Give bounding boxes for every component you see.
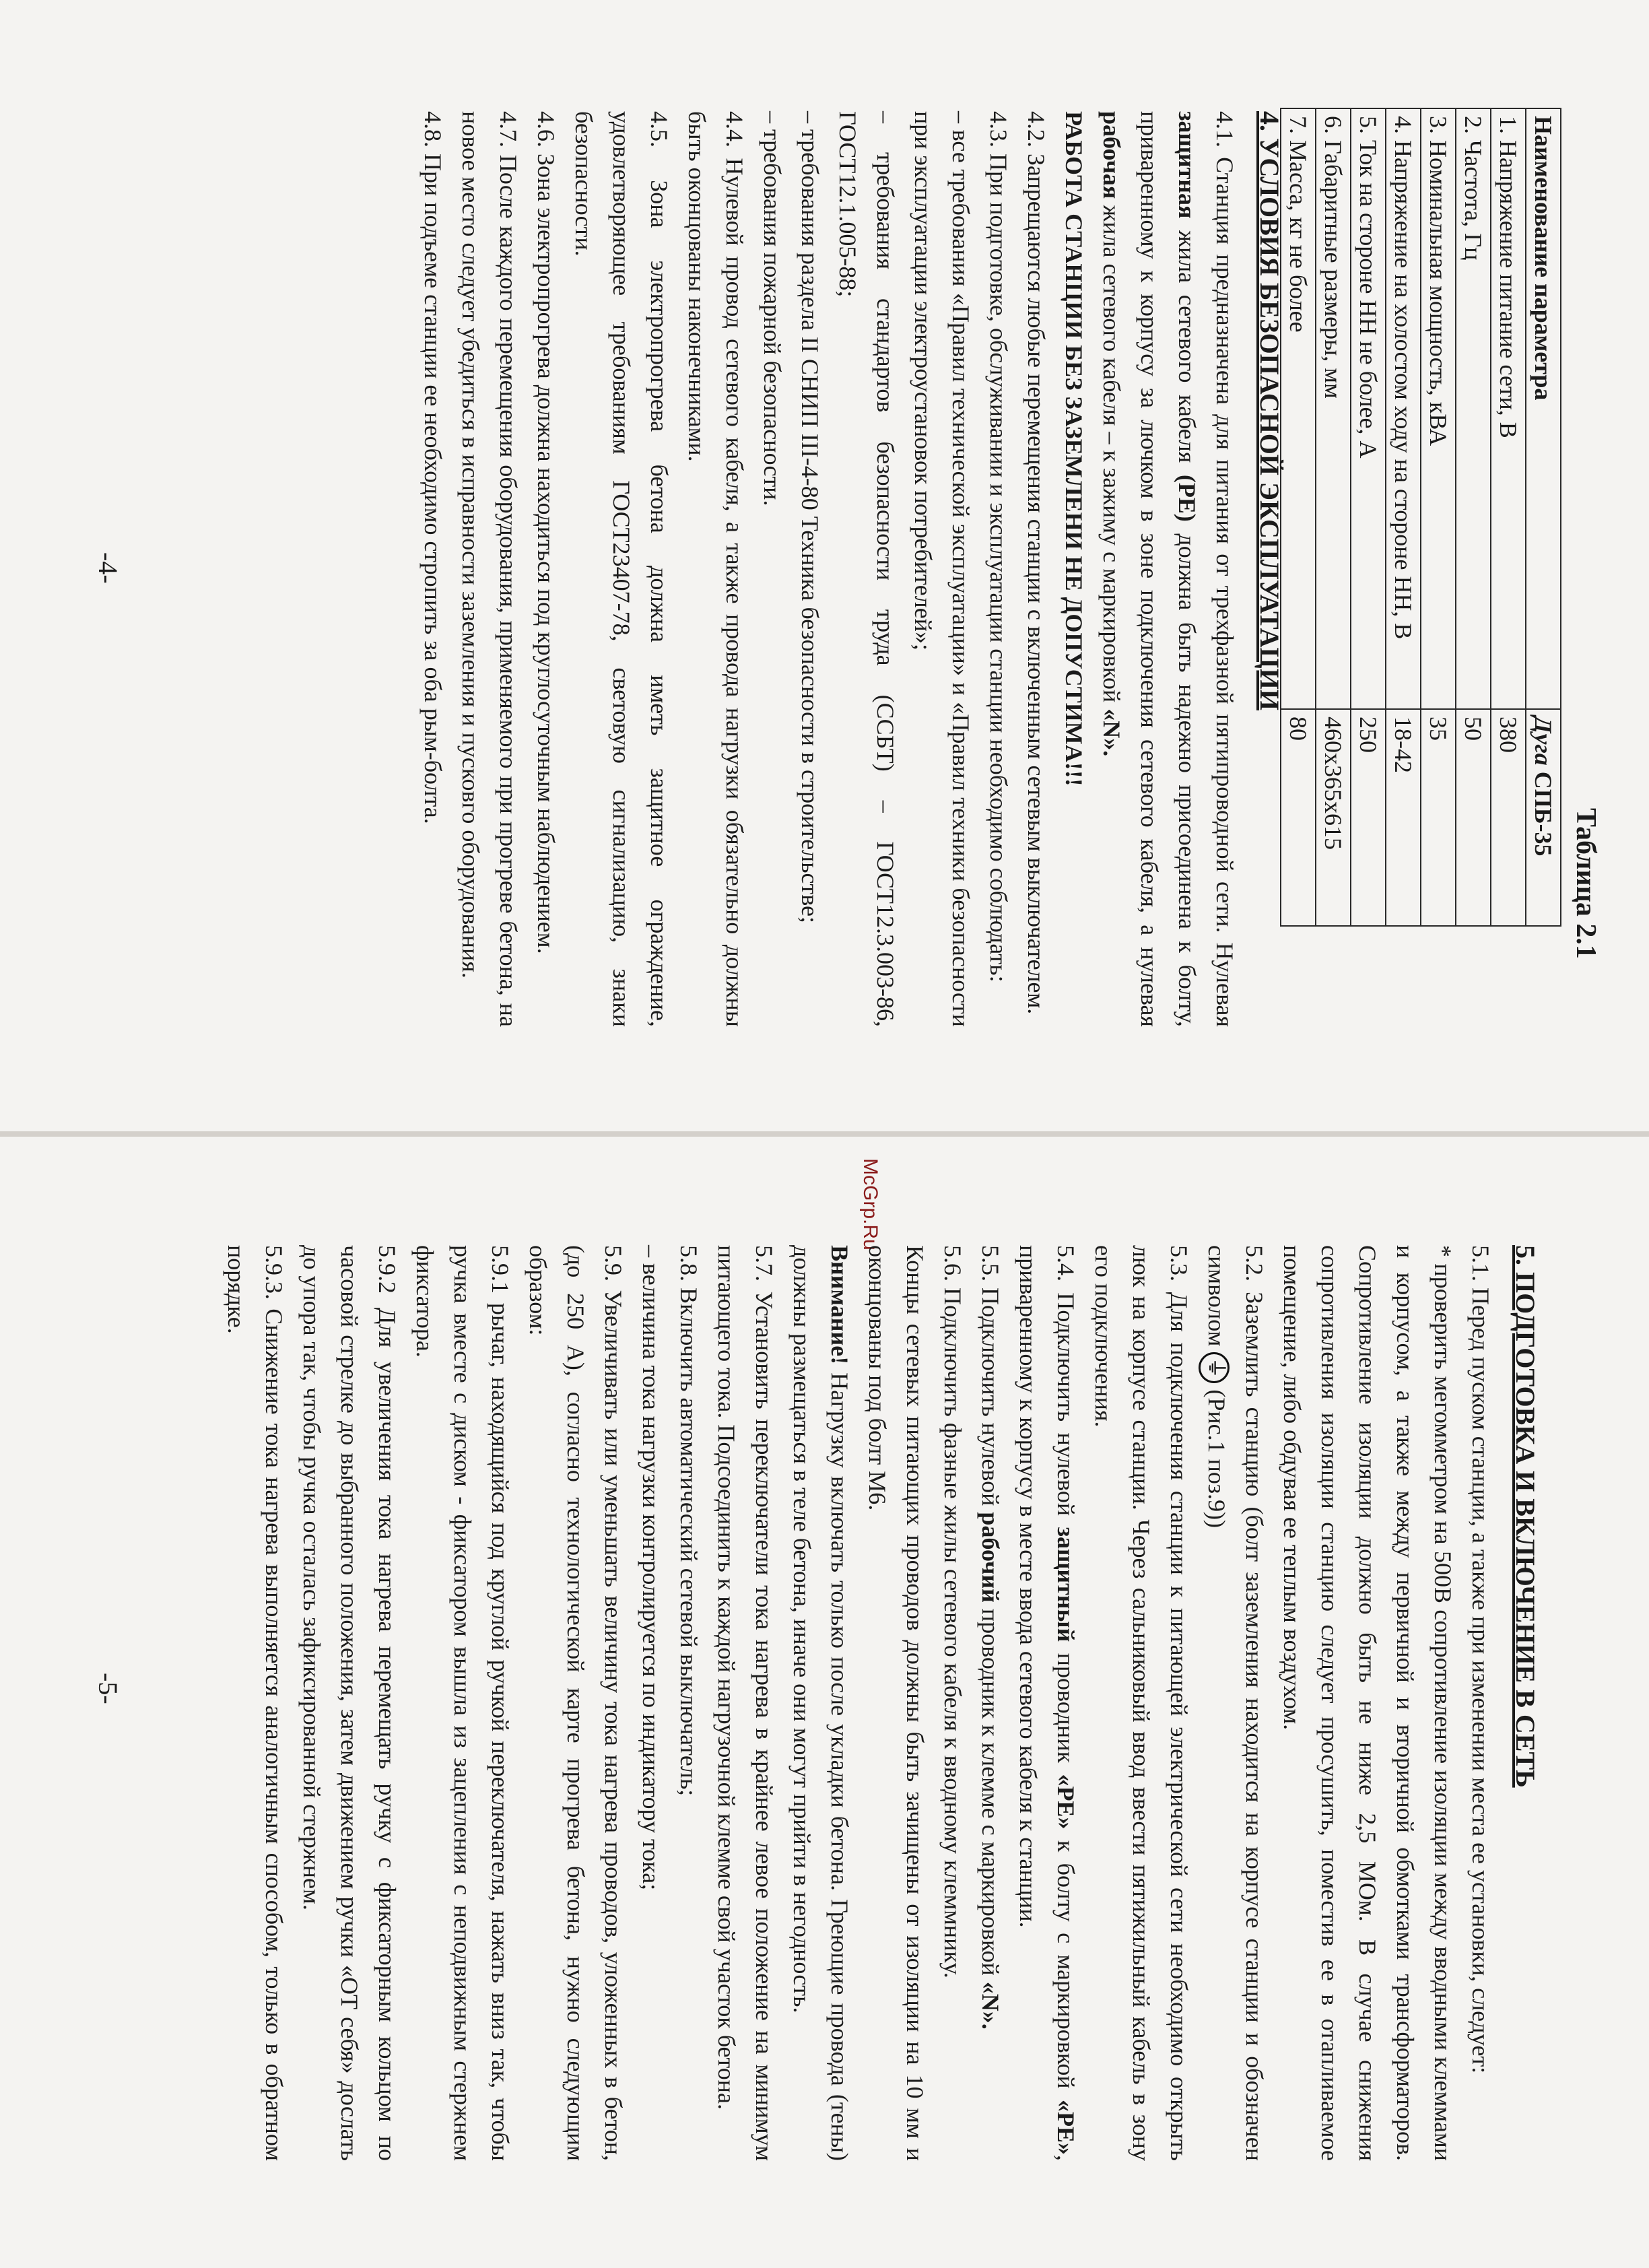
text: (Рис.1 поз.9)): [1203, 1389, 1230, 1529]
parameters-table: [1280, 108, 1561, 927]
table-row: [1316, 108, 1351, 926]
list-item: – требования стандартов безопасности труда (ССБТ) – ГОСТ12.3.003-86, ГОСТ12.1.005-88;: [834, 111, 899, 1027]
list-item: – все требования «Правил технической эксплуатации» и «Правил техники безопасности при эксплуатации электроустановок потребителей»;: [910, 111, 974, 1027]
table-row: [1351, 108, 1386, 926]
table-header-model: [1526, 709, 1561, 926]
paragraph-5-9-1: 5.9.1 рычаг, находящийся под круглой ручкой переключателя, нажать вниз так, чтобы ручка вместе с диском - фиксатором вышла из зацепления с неподвижным стержнем фиксатора.: [411, 1245, 514, 2161]
paragraph-5-1-check: * проверить мегомметром на 500В сопротивление изоляции между вводными клеммами и корпусом, а также между первичной и вторичной обмотками трансформаторов. Сопротивление изоляции должно быть не ниже 2,5 МОм. В случае снижения сопротивления изоляции станцию следует просушить, поместив ее в отапливаемое помещение, либо обдувая ее теплым воздухом.: [1279, 1245, 1456, 2161]
paragraph-5-9: 5.9. Увеличивать или уменьшать величину тока нагрева проводов, уложенных в бетон, (до 250 А), согласно технологической карте прогрева бетона, нужно следующим образом:: [525, 1245, 627, 2161]
paragraph-5-4: [1009, 1245, 1085, 2161]
param-value: 380: [1491, 709, 1526, 926]
text: проводник к клемме с маркировкой: [977, 1608, 1004, 1976]
table-row: [1491, 108, 1526, 926]
param-value: 250: [1351, 709, 1386, 926]
param-name: 5. Ток на стороне НН не более, А: [1351, 108, 1386, 709]
section-5-title: 5. ПОДГОТОВКА И ВКЛЮЧЕНИЕ В СЕТЬ: [1510, 1245, 1541, 1788]
param-name: 2. Частота, Гц: [1456, 108, 1491, 709]
page-number-left: -4-: [93, 552, 123, 584]
text-bold: (PE): [1174, 474, 1201, 522]
attention-note: [783, 1245, 859, 2161]
param-value: 460x365x615: [1316, 709, 1351, 926]
list-item: – требования раздела II СНИП III-4-80 Техника безопасности в строительстве;: [797, 111, 823, 923]
section-5-body: [217, 1245, 1548, 2161]
page-right: [0, 1134, 1649, 2268]
paragraph-4-8: 4.8. При подъеме станции ее необходимо стропить за оба рым-болта.: [419, 111, 446, 824]
paragraph-4-1: [1093, 111, 1244, 1027]
table-row: [1456, 108, 1491, 926]
text: , приваренному к корпусу в месте ввода сетевого кабеля к станции.: [1015, 1245, 1079, 2161]
text: 5.2. Заземлить станцию (болт заземления находится на корпусе станции и обозначен символом: [1203, 1245, 1268, 2161]
text: жила сетевого кабеля – к зажиму с маркировкой: [1098, 205, 1125, 703]
paragraph-4-3: 4.3. При подготовке, обслуживании и эксплуатации станции необходимо соблюдать:: [985, 111, 1012, 982]
param-name: 3. Номинальная мощность, кВА: [1421, 108, 1456, 709]
param-name: 1. Напряжение питание сети, В: [1491, 108, 1526, 709]
paragraph-5-9-3: 5.9.3. Снижение тока нагрева выполняется аналогичным способом, только в обратном порядке.: [223, 1245, 288, 2161]
paragraph-5-9-2: 5.9.2 Для увеличения тока нагрева перемещать ручку с фиксаторным кольцом по часовой стрелке до выбранного положения, затем движением ручки «ОТ себя» дослать до упора так, чтобы ручка осталась зафиксированной стержнем.: [298, 1245, 401, 2161]
text-bold: «N».: [977, 1981, 1004, 2030]
model-name: СПБ-35: [1530, 771, 1557, 857]
list-item: – требования пожарной безопасности.: [759, 111, 786, 506]
text-bold: «N».: [1098, 708, 1125, 757]
brand-logo: Дуга: [1530, 716, 1557, 766]
paragraph-5-6-cont: Концы сетевых питающих проводов должны быть зачищены от изоляции на 10 мм и оконцованы под болт М6.: [864, 1245, 929, 2161]
attention-label: Внимание!: [826, 1245, 853, 1365]
table-row: [1386, 108, 1421, 926]
text-bold: защитная: [1174, 111, 1201, 219]
text-bold: «PE»: [1052, 1774, 1079, 1830]
paragraph-4-7: 4.7. После каждого перемещения оборудования, применяемого при прогреве бетона, на новое место следует убедиться в исправности заземления и пусковго оборудования.: [457, 111, 522, 1027]
param-name: 6. Габаритные размеры, мм: [1316, 108, 1351, 709]
section-4-body: [414, 111, 1292, 1027]
text: проводник: [1052, 1653, 1079, 1764]
paragraph-5-7: 5.7. Установить переключатели тока нагрева в крайнее левое положение на минимум питающего тока. Подсоединить к каждой нагрузочной клемме свой участок бетона.: [713, 1245, 778, 2161]
paragraph-5-1: 5.1. Перед пуском станции, а также при изменении места ее установки, следует:: [1467, 1245, 1494, 2074]
text: к болту с маркировкой: [1052, 1840, 1079, 2089]
paragraph-5-5: [972, 1245, 1009, 2161]
paragraph-5-6: 5.6. Подключить фазные жилы сетевого кабеля к вводному клеммнику.: [939, 1245, 966, 1978]
text: жила сетевого кабеля: [1174, 230, 1201, 463]
table-header-parameter: Наименование параметра: [1526, 108, 1561, 709]
paragraph-4-5: 4.5. Зона электропрогрева бетона должна иметь защитное ограждение, удовлетворяющее требованиям ГОСТ23407-78, световую сигнализацию, знаки безопасности.: [570, 111, 673, 1027]
paragraph-5-3: 5.3. Для подключения станции к питающей электрической сети необходимо открыть люк на корпусе станции. Через сальниковый ввод ввести пятижильный кабель в зону его подключения.: [1090, 1245, 1192, 2161]
text-bold: рабочая: [1098, 111, 1125, 199]
text: Нагрузку включать только после укладки бетона. Греющие провода (тены) должны размещаться в теле бетона, иначе они могут прийти в негодность.: [788, 1245, 853, 2162]
section-4-title: 4. УСЛОВИЯ БЕЗОПАСНОЙ ЭКСПЛУАТАЦИИ: [1254, 111, 1285, 710]
table-caption: Таблица 2.1: [1570, 808, 1601, 959]
paragraph-5-2: [1198, 1245, 1273, 2161]
list-item: – величина тока нагрузки контролируется по индикатору тока;: [638, 1245, 665, 1891]
text-bold: «PE»: [1052, 2099, 1079, 2155]
param-value: 50: [1456, 709, 1491, 926]
text: должна быть надежно присоединена к болту, приваренному к корпусу за лючком в зоне подключения сетевого кабеля, а нулевая: [1136, 111, 1201, 1028]
text: 5.4. Подключить нулевой: [1052, 1245, 1079, 1516]
param-value: 35: [1421, 709, 1456, 926]
text-bold: защитный: [1052, 1527, 1079, 1642]
text-bold: рабочий: [977, 1512, 1004, 1603]
paragraph-4-4: 4.4. Нулевой провод сетевого кабеля, а также провода нагрузки обязательно должны быть оконцованы наконечниками.: [683, 111, 748, 1027]
text: 5.5. Подключить нулевой: [977, 1245, 1004, 1506]
param-value: 80: [1281, 709, 1316, 926]
ground-symbol-icon: ⏚: [1199, 1352, 1230, 1383]
page-number-right: -5-: [93, 1673, 123, 1704]
param-name: 4. Напряжение на холостом ходу на стороне НН, В: [1386, 108, 1421, 709]
param-value: 18-42: [1386, 709, 1421, 926]
watermark: McGrp.Ru: [859, 1158, 881, 1250]
grounding-warning: РАБОТА СТАНЦИИ БЕЗ ЗАЗЕМЛЕНИ НЕ ДОПУСТИМА!!!: [1061, 111, 1087, 787]
table-row: [1421, 108, 1456, 926]
paragraph-4-2: 4.2. Запрещаются любые перемещения станции с включенным сетевым выключателем.: [1023, 111, 1050, 1015]
text: 4.1. Станция предназначена для питания от трехфазной пятипроводной сети. Нулевая: [1211, 111, 1238, 1027]
paragraph-5-8: 5.8. Включить автоматический сетевой выключатель;: [675, 1245, 702, 1797]
param-name: 7. Масса, кг не более: [1281, 108, 1316, 709]
table-header-row: [1526, 108, 1561, 926]
paragraph-4-6: 4.6. Зона электропрогрева должна находиться под круглосуточным наблюдением.: [533, 111, 560, 954]
